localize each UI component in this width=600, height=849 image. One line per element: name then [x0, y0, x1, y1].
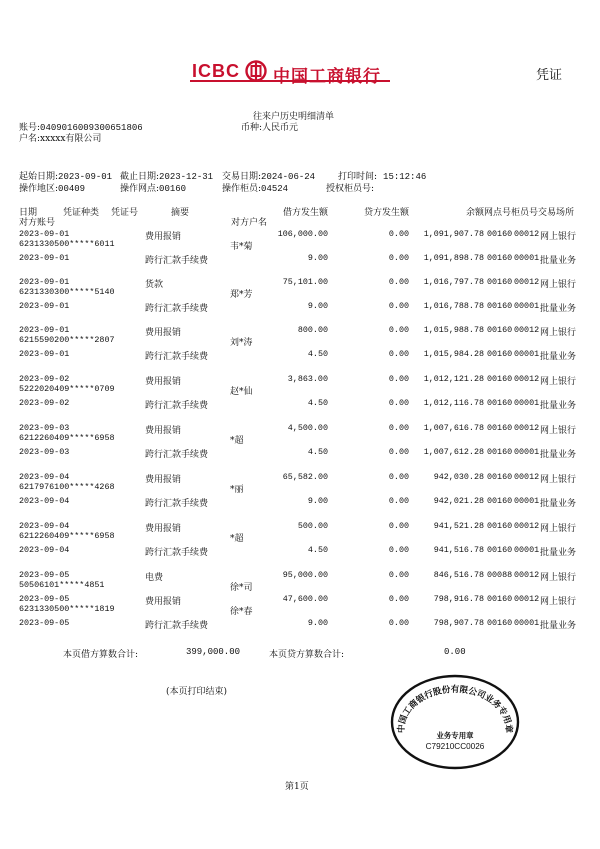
row-debit: 95,000.00 — [282, 570, 328, 580]
row-credit: 0.00 — [388, 423, 409, 433]
row-credit: 0.00 — [388, 301, 409, 311]
row-balance: 846,516.78 — [433, 570, 484, 580]
page-number: 第1页 — [285, 782, 309, 792]
row-debit: 4.50 — [307, 545, 328, 555]
row-place: 批量业务 — [540, 499, 577, 509]
row-branch: 00160 — [487, 325, 513, 335]
row-summary: 跨行汇款手续费 — [145, 401, 209, 411]
row-counterparty-account: 6231330500*****1819 — [19, 604, 115, 614]
header-balance-etc: 余额网点号柜员号交易场所 — [466, 208, 575, 218]
row-credit: 0.00 — [388, 618, 409, 628]
row-branch: 00160 — [487, 594, 513, 604]
row-counterparty-account: 6231330300*****5140 — [19, 287, 115, 297]
row-place: 批量业务 — [540, 352, 577, 362]
row-teller: 00001 — [514, 349, 540, 359]
row-place: 批量业务 — [540, 304, 577, 314]
row-teller: 00001 — [514, 545, 540, 555]
row-place: 批量业务 — [540, 256, 577, 266]
row-counterparty-name: 韦*菊 — [230, 242, 253, 252]
txn-date: 交易日期:2024-06-24 — [222, 172, 316, 182]
row-teller: 00001 — [514, 398, 540, 408]
row-teller: 00012 — [514, 374, 540, 384]
row-balance: 798,907.78 — [433, 618, 484, 628]
row-place: 网上银行 — [540, 280, 577, 290]
row-teller: 00012 — [514, 521, 540, 531]
row-balance: 1,015,984.28 — [423, 349, 484, 359]
holder-row — [19, 131, 101, 144]
row-teller: 00012 — [514, 277, 540, 287]
credit-total-label: 本页贷方算数合计: — [269, 650, 345, 660]
row-summary: 费用报销 — [145, 328, 182, 338]
row-place: 网上银行 — [540, 524, 577, 534]
row-date: 2023-09-04 — [19, 545, 70, 555]
row-debit: 800.00 — [297, 325, 328, 335]
row-balance: 1,016,797.78 — [423, 277, 484, 287]
row-branch: 00160 — [487, 229, 513, 239]
row-summary: 跨行汇款手续费 — [145, 256, 209, 266]
row-balance: 1,091,898.78 — [423, 253, 484, 263]
row-counterparty-name: 赵*仙 — [230, 387, 253, 397]
voucher-label: 凭证 — [536, 67, 563, 82]
row-balance: 1,016,788.78 — [423, 301, 484, 311]
header-voucher-no: 凭证号 — [111, 208, 139, 218]
header-date: 日期 — [19, 208, 38, 218]
row-place: 网上银行 — [540, 475, 577, 485]
debit-total-label: 本页借方算数合计: — [63, 650, 139, 660]
row-counterparty-account: 6215590200*****2807 — [19, 335, 115, 345]
row-credit: 0.00 — [388, 472, 409, 482]
row-place: 网上银行 — [540, 426, 577, 436]
row-credit: 0.00 — [388, 253, 409, 263]
currency-label: 币种: — [241, 123, 263, 133]
row-place: 批量业务 — [540, 450, 577, 460]
row-teller: 00012 — [514, 594, 540, 604]
row-branch: 00160 — [487, 277, 513, 287]
row-summary: 电费 — [145, 573, 164, 583]
header-debit: 借方发生额 — [282, 208, 328, 218]
row-balance: 942,030.28 — [433, 472, 484, 482]
row-balance: 941,521.28 — [433, 521, 484, 531]
row-counterparty-name: 徐*春 — [230, 607, 253, 617]
row-date: 2023-09-01 — [19, 229, 70, 239]
row-teller: 00001 — [514, 618, 540, 628]
row-place: 网上银行 — [540, 232, 577, 242]
row-teller: 00001 — [514, 447, 540, 457]
start-date: 起始日期:2023-09-01 — [19, 172, 113, 182]
row-branch: 00160 — [487, 253, 513, 263]
row-place: 批量业务 — [540, 621, 577, 631]
row-counterparty-account: 6212260409*****6958 — [19, 531, 115, 541]
row-teller: 00012 — [514, 325, 540, 335]
row-date: 2023-09-02 — [19, 398, 70, 408]
row-debit: 9.00 — [307, 618, 328, 628]
row-summary: 费用报销 — [145, 232, 182, 242]
op-branch: 操作网点:00160 — [120, 184, 187, 194]
row-counterparty-name: *超 — [230, 436, 244, 446]
currency-row — [241, 120, 298, 133]
row-teller: 00012 — [514, 570, 540, 580]
row-teller: 00001 — [514, 496, 540, 506]
row-counterparty-account: 50506101*****4851 — [19, 580, 105, 590]
brand-en: ICBC — [192, 61, 240, 81]
row-place: 网上银行 — [540, 328, 577, 338]
row-summary: 费用报销 — [145, 426, 182, 436]
row-balance: 1,012,121.28 — [423, 374, 484, 384]
row-credit: 0.00 — [388, 277, 409, 287]
row-date: 2023-09-03 — [19, 423, 70, 433]
row-date: 2023-09-04 — [19, 496, 70, 506]
row-credit: 0.00 — [388, 229, 409, 239]
row-branch: 00160 — [487, 521, 513, 531]
row-balance: 1,007,616.78 — [423, 423, 484, 433]
row-counterparty-account: 6217976100*****4268 — [19, 482, 115, 492]
row-credit: 0.00 — [388, 325, 409, 335]
row-credit: 0.00 — [388, 521, 409, 531]
row-debit: 4,500.00 — [287, 423, 328, 433]
row-summary: 费用报销 — [145, 597, 182, 607]
credit-total-value: 0.00 — [444, 647, 466, 657]
row-date: 2023-09-02 — [19, 374, 70, 384]
row-branch: 00160 — [487, 398, 513, 408]
row-counterparty-name: 刘*涛 — [230, 338, 253, 348]
row-teller: 00001 — [514, 301, 540, 311]
row-branch: 00160 — [487, 545, 513, 555]
row-debit: 4.50 — [307, 398, 328, 408]
row-balance: 1,015,988.78 — [423, 325, 484, 335]
row-summary: 费用报销 — [145, 475, 182, 485]
row-branch: 00088 — [487, 570, 513, 580]
account-value: 0409016009300651806 — [40, 123, 143, 133]
row-balance: 942,021.28 — [433, 496, 484, 506]
row-date: 2023-09-05 — [19, 618, 70, 628]
row-date: 2023-09-01 — [19, 277, 70, 287]
row-debit: 47,600.00 — [282, 594, 328, 604]
row-debit: 3,863.00 — [287, 374, 328, 384]
row-date: 2023-09-04 — [19, 472, 70, 482]
row-credit: 0.00 — [388, 496, 409, 506]
row-branch: 00160 — [487, 423, 513, 433]
row-date: 2023-09-01 — [19, 301, 70, 311]
row-teller: 00001 — [514, 253, 540, 263]
row-place: 批量业务 — [540, 548, 577, 558]
row-credit: 0.00 — [388, 594, 409, 604]
row-debit: 9.00 — [307, 496, 328, 506]
row-teller: 00012 — [514, 472, 540, 482]
row-summary: 跨行汇款手续费 — [145, 548, 209, 558]
row-branch: 00160 — [487, 472, 513, 482]
row-place: 网上银行 — [540, 597, 577, 607]
row-debit: 9.00 — [307, 253, 328, 263]
row-branch: 00160 — [487, 301, 513, 311]
row-summary: 跨行汇款手续费 — [145, 499, 209, 509]
seal-title: 业务专用章 — [436, 731, 474, 740]
row-credit: 0.00 — [388, 398, 409, 408]
row-debit: 500.00 — [297, 521, 328, 531]
row-summary: 费用报销 — [145, 377, 182, 387]
row-debit: 9.00 — [307, 301, 328, 311]
header-counterparty-name: 对方户名 — [231, 218, 268, 228]
row-credit: 0.00 — [388, 570, 409, 580]
seal-arc-text: 中国工商银行股份有限公司业务专用章 — [396, 685, 514, 734]
row-debit: 4.50 — [307, 349, 328, 359]
row-branch: 00160 — [487, 496, 513, 506]
row-branch: 00160 — [487, 349, 513, 359]
op-teller: 操作柜员:04524 — [222, 184, 289, 194]
row-date: 2023-09-01 — [19, 253, 70, 263]
end-date: 截止日期:2023-12-31 — [120, 172, 214, 182]
brand-cn: 中国工商银行 — [273, 67, 381, 87]
row-date: 2023-09-05 — [19, 570, 70, 580]
holder-value: xxxxx有限公司 — [40, 134, 102, 144]
print-end-note: (本页打印结束) — [166, 687, 228, 697]
currency-value: 人民币元 — [262, 123, 299, 133]
row-counterparty-name: 郑*芳 — [230, 290, 253, 300]
header-summary: 摘要 — [171, 208, 190, 218]
header-counterparty-account: 对方账号 — [19, 218, 56, 228]
row-counterparty-account: 6231330500*****6011 — [19, 239, 115, 249]
row-date: 2023-09-01 — [19, 349, 70, 359]
auth-teller: 授权柜员号: — [326, 184, 375, 194]
row-summary: 货款 — [145, 280, 164, 290]
seal-code: C79210CC0026 — [425, 742, 485, 751]
row-debit: 75,101.00 — [282, 277, 328, 287]
row-date: 2023-09-03 — [19, 447, 70, 457]
row-debit: 4.50 — [307, 447, 328, 457]
row-credit: 0.00 — [388, 545, 409, 555]
row-branch: 00160 — [487, 618, 513, 628]
row-date: 2023-09-05 — [19, 594, 70, 604]
row-counterparty-account: 6212260409*****6958 — [19, 433, 115, 443]
row-counterparty-name: *超 — [230, 534, 244, 544]
row-counterparty-account: 5222020409*****0709 — [19, 384, 115, 394]
header-voucher-type: 凭证种类 — [63, 208, 100, 218]
row-credit: 0.00 — [388, 374, 409, 384]
row-credit: 0.00 — [388, 447, 409, 457]
row-date: 2023-09-01 — [19, 325, 70, 335]
bank-seal — [388, 672, 522, 772]
row-date: 2023-09-04 — [19, 521, 70, 531]
row-place: 网上银行 — [540, 377, 577, 387]
row-summary: 跨行汇款手续费 — [145, 621, 209, 631]
row-credit: 0.00 — [388, 349, 409, 359]
row-balance: 1,012,116.78 — [423, 398, 484, 408]
row-debit: 106,000.00 — [277, 229, 328, 239]
row-counterparty-name: *丽 — [230, 485, 244, 495]
row-branch: 00160 — [487, 374, 513, 384]
row-balance: 798,916.78 — [433, 594, 484, 604]
report-title: 往来户历史明细清单 — [253, 112, 335, 122]
row-summary: 费用报销 — [145, 524, 182, 534]
row-branch: 00160 — [487, 447, 513, 457]
row-summary: 跨行汇款手续费 — [145, 450, 209, 460]
row-teller: 00012 — [514, 229, 540, 239]
row-summary: 跨行汇款手续费 — [145, 352, 209, 362]
print-time: 打印时间: 15:12:46 — [338, 172, 427, 182]
op-region: 操作地区:00409 — [19, 184, 86, 194]
row-debit: 65,582.00 — [282, 472, 328, 482]
row-summary: 跨行汇款手续费 — [145, 304, 209, 314]
row-teller: 00012 — [514, 423, 540, 433]
row-balance: 1,007,612.28 — [423, 447, 484, 457]
row-counterparty-name: 徐*司 — [230, 583, 253, 593]
row-balance: 1,091,907.78 — [423, 229, 484, 239]
icbc-logo-icon — [245, 60, 267, 82]
holder-label: 户名: — [19, 134, 41, 144]
row-place: 网上银行 — [540, 573, 577, 583]
account-label: 账号: — [19, 123, 41, 133]
debit-total-value: 399,000.00 — [186, 647, 241, 657]
row-place: 批量业务 — [540, 401, 577, 411]
header-credit: 贷方发生额 — [363, 208, 409, 218]
row-balance: 941,516.78 — [433, 545, 484, 555]
